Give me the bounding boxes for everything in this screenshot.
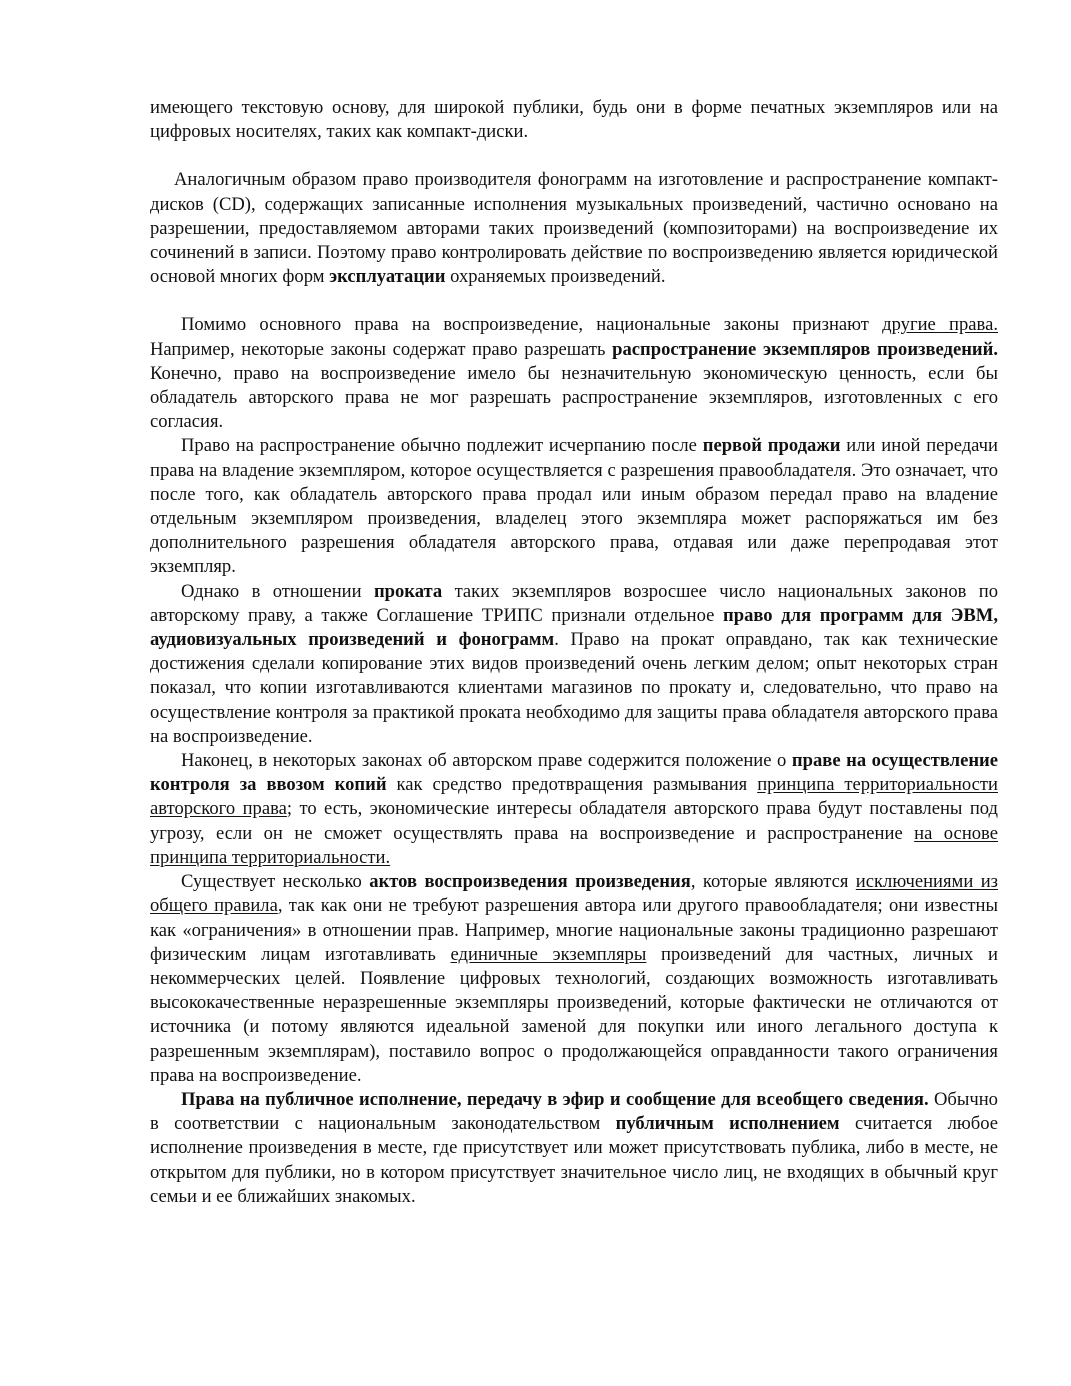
text-segment: Существует несколько <box>181 871 370 893</box>
document-page <box>150 96 998 1209</box>
bold-term: право для программ для ЭВМ, аудиовизуальных произведений и фонограмм <box>150 604 998 651</box>
underlined-phrase: на основе принципа территориальности. <box>150 822 998 868</box>
text-segment: Право на распространение обычно подлежит исчерпанию после <box>181 435 703 457</box>
bold-heading-phrase: Права на публичное исполнение, передачу в эфир и сообщение для всеобщего сведения. <box>181 1088 929 1110</box>
underlined-phrase: исключениями из общего правила <box>150 871 998 917</box>
underlined-phrase: единичные экземпляры <box>450 943 647 965</box>
bold-term: эксплуатации <box>329 266 446 288</box>
paragraph-6 <box>150 749 998 870</box>
paragraph-5 <box>150 580 998 749</box>
text-segment: ; то есть, экономические интересы обладателя авторского права будут поставлены под угрозу, если он не сможет осуществлять права на воспроизведение и распространение <box>150 798 998 844</box>
text-segment: , которые являются <box>690 871 856 893</box>
text-segment: как средство предотвращения размывания <box>386 774 758 796</box>
text-segment: имеющего текстовую основу, для широкой публики, будь они в форме печатных экземпляров или на цифровых носителях, таких как компакт-диски. <box>150 97 998 143</box>
text-segment: Конечно, право на воспроизведение имело бы незначительную экономическую ценность, если бы обладатель авторского права не мог разрешать распространение экземпляров, изготовленных с его согласия. <box>150 362 998 433</box>
bold-term: первой продажи <box>702 435 841 457</box>
text-segment: Наконец, в некоторых законах об авторском праве содержится положение о <box>181 750 792 772</box>
text-segment: или иной передачи права на владение экземпляром, которое осуществляется с разрешения правообладателя. Это означает, что после того, как обладатель авторского права продал или иным образом передал право на владение отдельным экземпляром произведения, владелец этого экземпляра может распоряжаться им без дополнительного разрешения обладателя авторского права, отдавая или даже перепродавая этот экземпляр. <box>150 435 998 578</box>
text-segment: . Право на прокат оправдано, так как технические достижения сделали копирование этих видов произведений очень легким делом; опыт некоторых стран показал, что копии изготавливаются клиентами магазинов по прокату и, следовательно, что право на осуществление контроля за практикой проката необходимо для защиты права обладателя авторского права на воспроизведение. <box>150 629 998 747</box>
bold-term: проката <box>373 580 443 602</box>
paragraph-7 <box>150 870 998 1088</box>
bold-term: праве на осуществление контроля за ввозом копий <box>150 750 999 796</box>
text-segment: , так как они не требуют разрешения автора или другого правообладателя; они известны как «ограничения» в отношении прав. Например, многие национальные законы традиционно разрешают физическим лицам изготавливать <box>150 895 998 965</box>
bold-term: распространение экземпляров произведений. <box>612 338 998 360</box>
text-segment: считается любое исполнение произведения в месте, где присутствует или может присутствовать публика, либо в месте, не открытом для публики, но в котором присутствует значительное число лиц, не входящих в обычный круг семьи и ее ближайших знакомых. <box>150 1113 998 1207</box>
paragraph-1 <box>150 96 998 144</box>
underlined-phrase: принципа территориальности авторского права <box>150 774 998 820</box>
text-segment: охраняемых произведений. <box>445 266 666 288</box>
text-segment: Обычно в соответствии с национальным законодательством <box>150 1088 998 1135</box>
text-segment: произведений для частных, личных и некоммерческих целей. Появление цифровых технологий, создающих возможность изготавливать высококачественные неразрешенные экземпляры произведений, которые фактически не отличаются от источника (и потому являются идеальной заменой для покупки или иного легального доступа к разрешенным экземплярам), поставило вопрос о продолжающейся оправданности такого ограничения права на воспроизведение. <box>150 943 998 1086</box>
text-segment: таких экземпляров возросшее число национальных законов по авторскому праву, а также Соглашение ТРИПС признали отдельное <box>150 580 999 626</box>
underlined-phrase: другие права. <box>882 314 998 336</box>
bold-term: актов воспроизведения произведения <box>369 871 691 893</box>
paragraph-2 <box>150 168 998 289</box>
text-segment: Например, некоторые законы содержат право разрешать <box>150 338 613 360</box>
bold-term: публичным исполнением <box>615 1113 840 1135</box>
text-segment: Аналогичным образом право производителя фонограмм на изготовление и распространение компакт-дисков (CD), содержащих записанные исполнения музыкальных произведений, частично основано на разрешении, предоставляемом авторами таких произведений (композиторами) на воспроизведение их сочинений в записи. Поэтому право контролировать действие по воспроизведению является юридической основой многих форм <box>150 169 998 288</box>
paragraph-4 <box>150 434 998 579</box>
text-segment: Однако в отношении <box>181 580 374 602</box>
paragraph-8 <box>150 1088 998 1209</box>
paragraph-3 <box>150 313 998 434</box>
text-segment: Помимо основного права на воспроизведение, национальные законы признают <box>181 314 883 336</box>
